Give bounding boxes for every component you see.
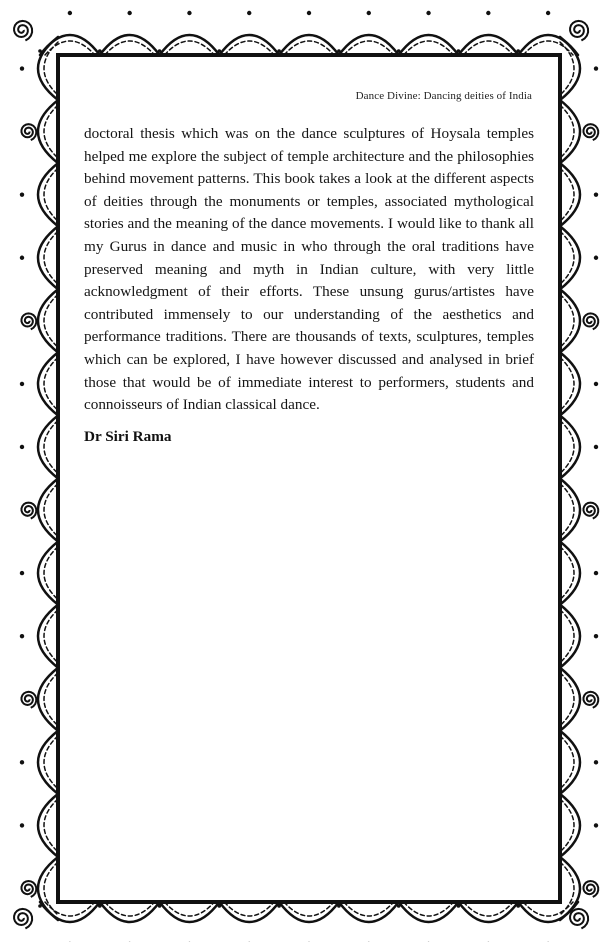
border-dot-icon [397, 904, 401, 908]
border-dot-icon [457, 904, 461, 908]
border-dot-icon [594, 823, 598, 827]
border-dot-icon [187, 11, 191, 15]
spiral-swirl-icon [22, 692, 37, 708]
border-dot-icon [594, 571, 598, 575]
border-dot-icon [20, 634, 24, 638]
border-dot-icon [158, 904, 162, 908]
border-dot-icon [98, 49, 102, 53]
border-dot-icon [307, 11, 311, 15]
spiral-swirl-icon [584, 503, 599, 519]
border-dot-icon [594, 634, 598, 638]
border-dot-icon [158, 49, 162, 53]
border-dot-icon [546, 11, 550, 15]
border-dot-icon [218, 904, 222, 908]
spiral-swirl-icon [584, 881, 599, 897]
border-dot-icon [38, 904, 42, 908]
spiral-swirl-icon [22, 313, 37, 329]
border-dot-icon [20, 256, 24, 260]
border-dot-icon [426, 11, 430, 15]
border-dot-icon [20, 382, 24, 386]
border-dot-icon [594, 256, 598, 260]
border-dot-icon [98, 904, 102, 908]
border-dot-icon [20, 445, 24, 449]
spiral-swirl-icon [570, 21, 588, 41]
spiral-swirl-icon [22, 881, 37, 897]
spiral-swirl-icon [584, 124, 599, 140]
border-dot-icon [397, 49, 401, 53]
border-dot-icon [367, 11, 371, 15]
border-dot-icon [594, 445, 598, 449]
spiral-swirl-icon [584, 313, 599, 329]
border-dot-icon [516, 49, 520, 53]
border-dot-icon [457, 49, 461, 53]
border-dot-icon [20, 571, 24, 575]
border-dot-icon [594, 66, 598, 70]
border-dot-icon [38, 49, 42, 53]
scallop-stitch-line [45, 902, 573, 916]
border-dot-icon [20, 760, 24, 764]
scallop-outer-line [40, 902, 578, 922]
border-dot-icon [20, 66, 24, 70]
spiral-swirl-icon [584, 692, 599, 708]
border-dot-icon [594, 382, 598, 386]
spiral-swirl-icon [570, 909, 588, 929]
running-header: Dance Divine: Dancing deities of India [355, 90, 532, 102]
border-dot-icon [594, 760, 598, 764]
border-dot-icon [247, 11, 251, 15]
border-dot-icon [337, 49, 341, 53]
spiral-swirl-icon [22, 503, 37, 519]
spiral-swirl-icon [14, 21, 32, 41]
border-dot-icon [486, 11, 490, 15]
border-dot-icon [20, 192, 24, 196]
border-dot-icon [68, 11, 72, 15]
border-dot-icon [337, 904, 341, 908]
body-paragraph: doctoral thesis which was on the dance sculptures of Hoysala temples helped me explore the subject of temple architecture and the philosophies behind movement patterns. This book takes a look at the different aspects of deities through the monuments or temples, associated mythological stories and the meaning of the dance movements. I would like to thank all my Gurus in dance and music in who through the oral traditions have preserved meaning and myth in Indian culture, with very little acknowledgment of their efforts. These unsung gurus/artistes have contributed immensely to our understanding of the aesthetics and performance traditions. There are thousands of texts, sculptures, temples which can be explored, I have however discussed and analysed in brief those that would be of immediate interest to performers, students and connoisseurs of Indian classical dance. [84, 125, 534, 414]
author-signature: Dr Siri Rama [84, 428, 172, 445]
border-dot-icon [218, 49, 222, 53]
border-dot-icon [516, 904, 520, 908]
border-dot-icon [20, 823, 24, 827]
scallop-outer-line [38, 37, 58, 920]
spiral-swirl-icon [14, 909, 32, 929]
scallop-outer-line [40, 35, 578, 55]
border-dot-icon [127, 11, 131, 15]
spiral-swirl-icon [22, 124, 37, 140]
border-dot-icon [594, 192, 598, 196]
scallop-stitch-line [45, 41, 573, 55]
scallop-outer-line [560, 37, 580, 920]
border-dot-icon [277, 904, 281, 908]
border-dot-icon [277, 49, 281, 53]
